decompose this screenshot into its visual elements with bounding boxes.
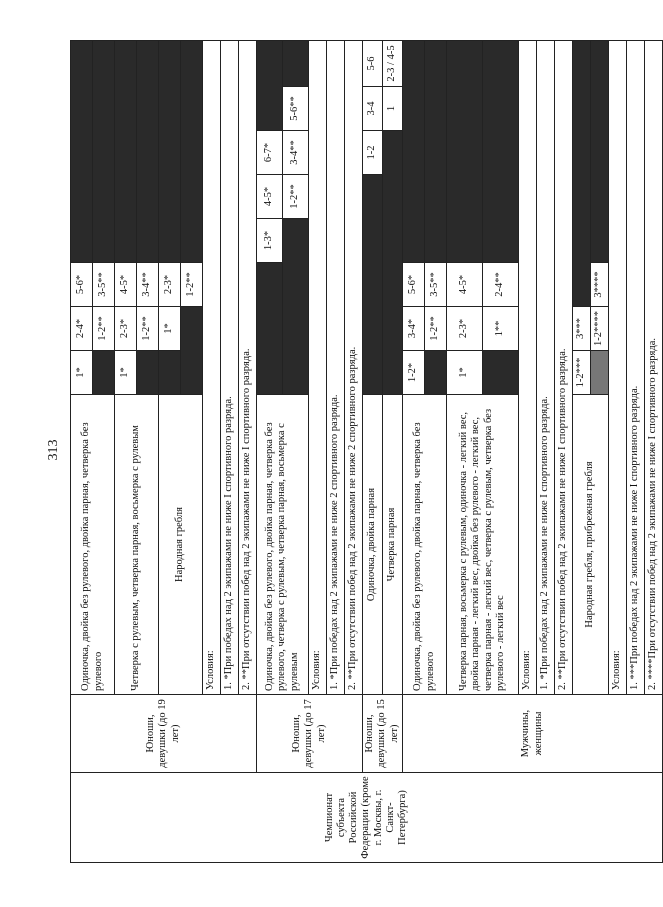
shaded-cell [283,219,309,395]
rank-cell: 1-2** [93,307,115,351]
age-cell: Юноши, девушки (до 19 лет) [71,695,257,773]
boat-class-cell: Четверка парная, восьмерка с рулевым, одиночка - легкий вес, двойка парная - легкий вес, двойка без рулевого - легкий вес, четверка парная - легкий вес, четверка с рулевым, четверка без рулевого - легкий вес [447,395,519,695]
rank-cell: 1* [159,307,181,351]
boat-class-cell: Народная гребля [159,395,203,695]
rank-cell: 5-6* [71,263,93,307]
conditions-title: Условия: [203,40,221,694]
condition-line: 1. *При победах над 2 экипажами не ниже I спортивного разряда. [221,40,239,694]
rank-cell: 3-4** [137,263,159,307]
rank-cell: 3-4* [403,307,425,351]
rank-cell: 1-2** [181,263,203,307]
rank-cell: 5-6** [283,87,309,131]
boat-class-cell: Одиночка, двойка без рулевого, двойка парная, четверка без рулевого [71,395,115,695]
condition-line: 1. *При победах над 2 экипажами не ниже 2 спортивного разряда. [327,40,345,694]
shaded-cell [403,40,425,262]
shaded-cell [425,351,447,395]
rank-cell: 6-7* [257,131,283,175]
shaded-cell [71,40,93,262]
rank-cell: 1-2** [137,307,159,351]
conditions-title: Условия: [519,40,537,694]
shaded-cell [159,40,181,262]
shaded-cell [181,40,203,262]
boat-class-cell: Народная гребля, прибрежная гребля [573,395,609,695]
shaded-cell [93,40,115,262]
condition-line: 2. ****При отсутствии побед над 2 экипажами не ниже I спортивного разряда. [645,40,663,694]
shaded-cell [447,40,483,262]
boat-class-cell: Четверка с рулевым, четверка парная, восьмерка с рулевым [115,395,159,695]
rank-cell: 3-5** [93,263,115,307]
championship-cell: Чемпионат субъекта Российской Федерации (кроме г. Москвы, г. Санкт-Петербурга) [71,773,663,863]
shaded-cell [383,131,403,395]
rank-cell: 1** [483,307,519,351]
shaded-cell [363,175,383,395]
rank-cell: 4-5* [447,263,483,307]
shaded-cell [159,351,181,395]
shaded-cell [483,40,519,262]
condition-line: 1. ***При победах над 2 экипажами не ниже I спортивного разряда. [627,40,645,694]
age-cell: Юноши, девушки (до 15 лет) [363,695,403,773]
rotated-table-sheet [70,41,658,863]
rank-cell: 1-2*** [573,351,591,395]
shaded-cell [257,40,283,130]
age-cell: Юноши, девушки (до 17 лет) [257,695,363,773]
shaded-cell [573,40,591,306]
rank-cell: 5-6* [403,263,425,307]
rank-cell: 3-4** [283,131,309,175]
rank-cell: 3-5** [425,263,447,307]
conditions-title: Условия: [309,40,327,694]
rank-cell: 5-6 [363,40,383,86]
condition-line: 1. *При победах над 2 экипажами не ниже I спортивного разряда. [537,40,555,694]
rank-cell: 2-3* [159,263,181,307]
rank-cell: 1-2* [403,351,425,395]
shaded-cell [483,351,519,395]
rank-cell: 2-3* [447,307,483,351]
rank-cell: 4-5* [257,175,283,219]
rank-cell: 2-4** [483,263,519,307]
shaded-cell [283,40,309,86]
shaded-cell [137,40,159,262]
rank-cell: 3-4 [363,87,383,131]
boat-class-cell: Четверка парная [383,395,403,695]
rank-cell: 1-2**** [591,307,609,351]
rank-cell: 2-3 / 4-5 [383,40,403,86]
rank-cell: 2-3* [115,307,137,351]
rank-cell: 3**** [591,263,609,307]
rotated-table-container [70,41,658,863]
shaded-cell [181,307,203,395]
rank-cell: 1* [447,351,483,395]
rank-cell: 1 [383,87,403,131]
condition-line: 2. **При отсутствии побед над 2 экипажами не ниже I спортивного разряда. [239,40,257,694]
rank-cell: 1-3* [257,219,283,263]
shaded-cell [591,40,609,262]
rank-cell: 1* [71,351,93,395]
rank-cell: 1-2** [283,175,309,219]
rank-cell: 2-4* [71,307,93,351]
rank-cell: 1* [115,351,137,395]
condition-line: 2. **При отсутствии побед над 2 экипажами не ниже I спортивного разряда. [555,40,573,694]
shaded-cell [137,351,159,395]
age-cell: Мужчины, женщины [403,695,663,773]
sport-rank-table [70,40,663,863]
boat-class-cell: Одиночка, двойка парная [363,395,383,695]
page-number: 313 [46,439,61,461]
rank-cell: 3*** [573,307,591,351]
conditions-title: Условия: [609,40,627,694]
shaded-cell [93,351,115,395]
boat-class-cell: Одиночка, двойка без рулевого, двойка парная, четверка без рулевого [403,395,447,695]
shaded-cell [425,40,447,262]
shaded-cell [591,351,609,395]
rank-cell: 1-2 [363,131,383,175]
shaded-cell [257,263,283,395]
rank-cell: 1-2** [425,307,447,351]
boat-class-cell: Одиночка, двойка без рулевого, двойка парная, четверка без рулевого, четверка с рулевым, четверка парная, восьмерка с рулевым [257,395,309,695]
shaded-cell [115,40,137,262]
rank-cell: 4-5* [115,263,137,307]
condition-line: 2. **При отсутствии побед над 2 экипажами не ниже 2 спортивного разряда. [345,40,363,694]
